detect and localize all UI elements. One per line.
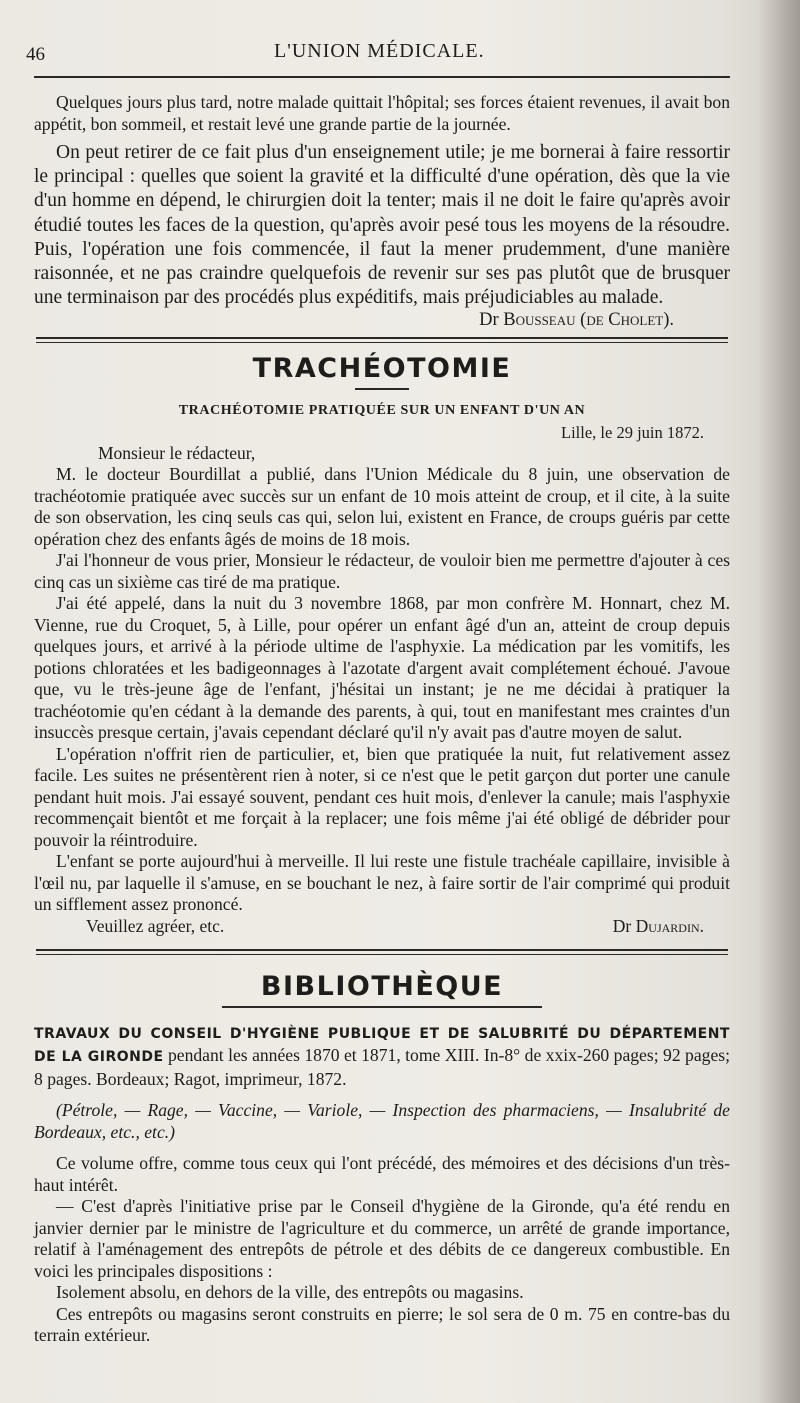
intro-signature [34, 310, 730, 331]
biblio-underline [222, 1006, 542, 1008]
signature-prefix: Dr [479, 310, 499, 331]
trach-paragraph-1: M. le docteur Bourdillat a publié, dans l'Union Médicale du 8 juin, une observation de trachéotomie pratiquée avec succès sur un enfant de 10 mois atteint de croup, et il cite, à la suite de son observation, les cinq seuls cas qui, selon lui, existent en France, de croups guéris par cette opération chez des enfants âgés de moins de 18 mois. [34, 464, 730, 549]
page-number: 46 [26, 44, 45, 65]
salutation: Monsieur le rédacteur, [98, 443, 256, 464]
trach-paragraph-4: L'opération n'offrit rien de particulier, et, bien que pratiquée la nuit, fut relativement assez facile. Les suites ne présentèrent rien à noter, si ce n'est que le petit garçon dut porter une canule pendant huit mois. J'ai essayé souvent, pendant ces huit mois, d'enlever la canule; mais l'asphyxie recommençait bientôt et me forçait à la replacer; une fois même j'ai été obligé de débrider pour pouvoir la réintroduire. [34, 743, 730, 850]
biblio-paragraph-2: — C'est d'après l'initiative prise par le Conseil d'hygiène de la Gironde, qu'a été rendu en janvier dernier par le ministre de l'agriculture et du commerce, un arrêté de grande importance, relatif à l'aménagement des entrepôts de pétrole et des débits de ce dangereux combustible. En voici les principales dispositions : [34, 1196, 730, 1281]
dateline: Lille, le 29 juin 1872. [561, 423, 704, 443]
trach-paragraph-3: J'ai été appelé, dans la nuit du 3 novembre 1868, par mon confrère M. Honnart, chez M. Vienne, rue du Croquet, 5, à Lille, pour opérer un enfant âgé d'un an, atteint de croup depuis quelques jours, et arrivé à la période ultime de l'asphyxie. La médication par les vomitifs, les potions chloratées et les badigeonnages à l'azotate d'argent avait complétement échoué. J'avoue que, vu le très-jeune âge de l'enfant, j'hésitai un instant; je ne me décidai à pratiquer la trachéotomie qu'en cédant à la demande des parents, à qui, tout en manifestant mes craintes d'un insuccès presque certain, j'avais cependant déclaré qu'il n'y avait pas d'autre moyen de salut. [34, 593, 730, 743]
biblio-reference [34, 1022, 730, 1091]
reference-details: pendant les années 1870 et 1871, tome XIII. In-8° de xxix-260 pages; 92 pages; 8 pages. Bordeaux; Ragot, imprimeur, 1872. [34, 1045, 730, 1089]
topics-list: (Pétrole, — Rage, — Vaccine, — Variole, — Inspection des pharmaciens, — Insalubrité de Bordeaux, etc., etc.) [34, 1100, 730, 1142]
section-double-rule-2 [36, 949, 728, 955]
section-double-rule [36, 337, 728, 343]
section-title-tracheotomie: TRACHÉOTOMIE [252, 353, 512, 385]
biblio-paragraph-4: Ces entrepôts ou magasins seront construits en pierre; le sol sera de 0 m. 75 en contre-bas du terrain extérieur. [34, 1303, 730, 1346]
trach-paragraph-5: L'enfant se porte aujourd'hui à merveille. Il lui reste une fistule trachéale capillaire, invisible à l'œil nu, par laquelle il s'amuse, en se bouchant le nez, à faire sortir de l'air comprimé qui produit un sifflement assez prononcé. [34, 851, 730, 915]
letter-signature [613, 916, 704, 937]
article-subtitle: TRACHÉOTOMIE PRATIQUÉE SUR UN ENFANT D'UN AN [178, 403, 586, 419]
trach-paragraph-2: J'ai l'honneur de vous prier, Monsieur le rédacteur, de vouloir bien me permettre d'ajouter à ces cinq cas un sixième cas tiré de ma pratique. [34, 550, 730, 592]
biblio-paragraph-1: Ce volume offre, comme tous ceux qui l'ont précédé, des mémoires et des décisions d'un très-haut intérêt. [34, 1153, 730, 1195]
sig-name: Dujardin. [635, 915, 704, 936]
journal-title: L'UNION MÉDICALE. [274, 40, 485, 62]
letter-closing [34, 916, 730, 937]
page-edge-shadow [760, 0, 800, 1403]
signature-name: Bousseau (de Cholet). [503, 310, 674, 331]
intro-paragraph-2: On peut retirer de ce fait plus d'un enseignement utile; je me bornerai à faire ressortir le principal : quelles que soient la gravité et la difficulté d'une opération, dès que la vie d'un homme en dépend, le chirurgien doit la tenter; mais il ne doit le faire qu'après avoir étudié toutes les faces de la question, qu'après avoir pesé tous les moyens de la résoudre. Puis, l'opération une fois commencée, il faut la mener prudemment, d'une manière raisonnée, et ne pas craindre quelquefois de revenir sur ses pas plutôt que de brusquer une terminaison par des procédés plus expéditifs, mais préjudiciables au malade. [34, 142, 730, 309]
sig-prefix: Dr [612, 915, 632, 936]
title-underline [355, 388, 409, 390]
header-rule [34, 76, 730, 78]
section-title-bibliotheque: BIBLIOTHÈQUE [260, 970, 504, 1002]
biblio-paragraph-3: Isolement absolu, en dehors de la ville, des entrepôts ou magasins. [56, 1282, 524, 1303]
reference-title: TRAVAUX DU CONSEIL D'HYGIÈNE PUBLIQUE ET DE SALUBRITÉ DU DÉPARTEMENT DE LA GIRONDE [34, 1025, 730, 1066]
intro-paragraph-1: Quelques jours plus tard, notre malade quittait l'hôpital; ses forces étaient revenues, il avait bon appétit, bon sommeil, et restait levé une grande partie de la journée. [34, 92, 730, 134]
intro-section [34, 92, 730, 331]
closing-formula: Veuillez agréer, etc. [86, 915, 225, 936]
running-header [26, 0, 730, 65]
